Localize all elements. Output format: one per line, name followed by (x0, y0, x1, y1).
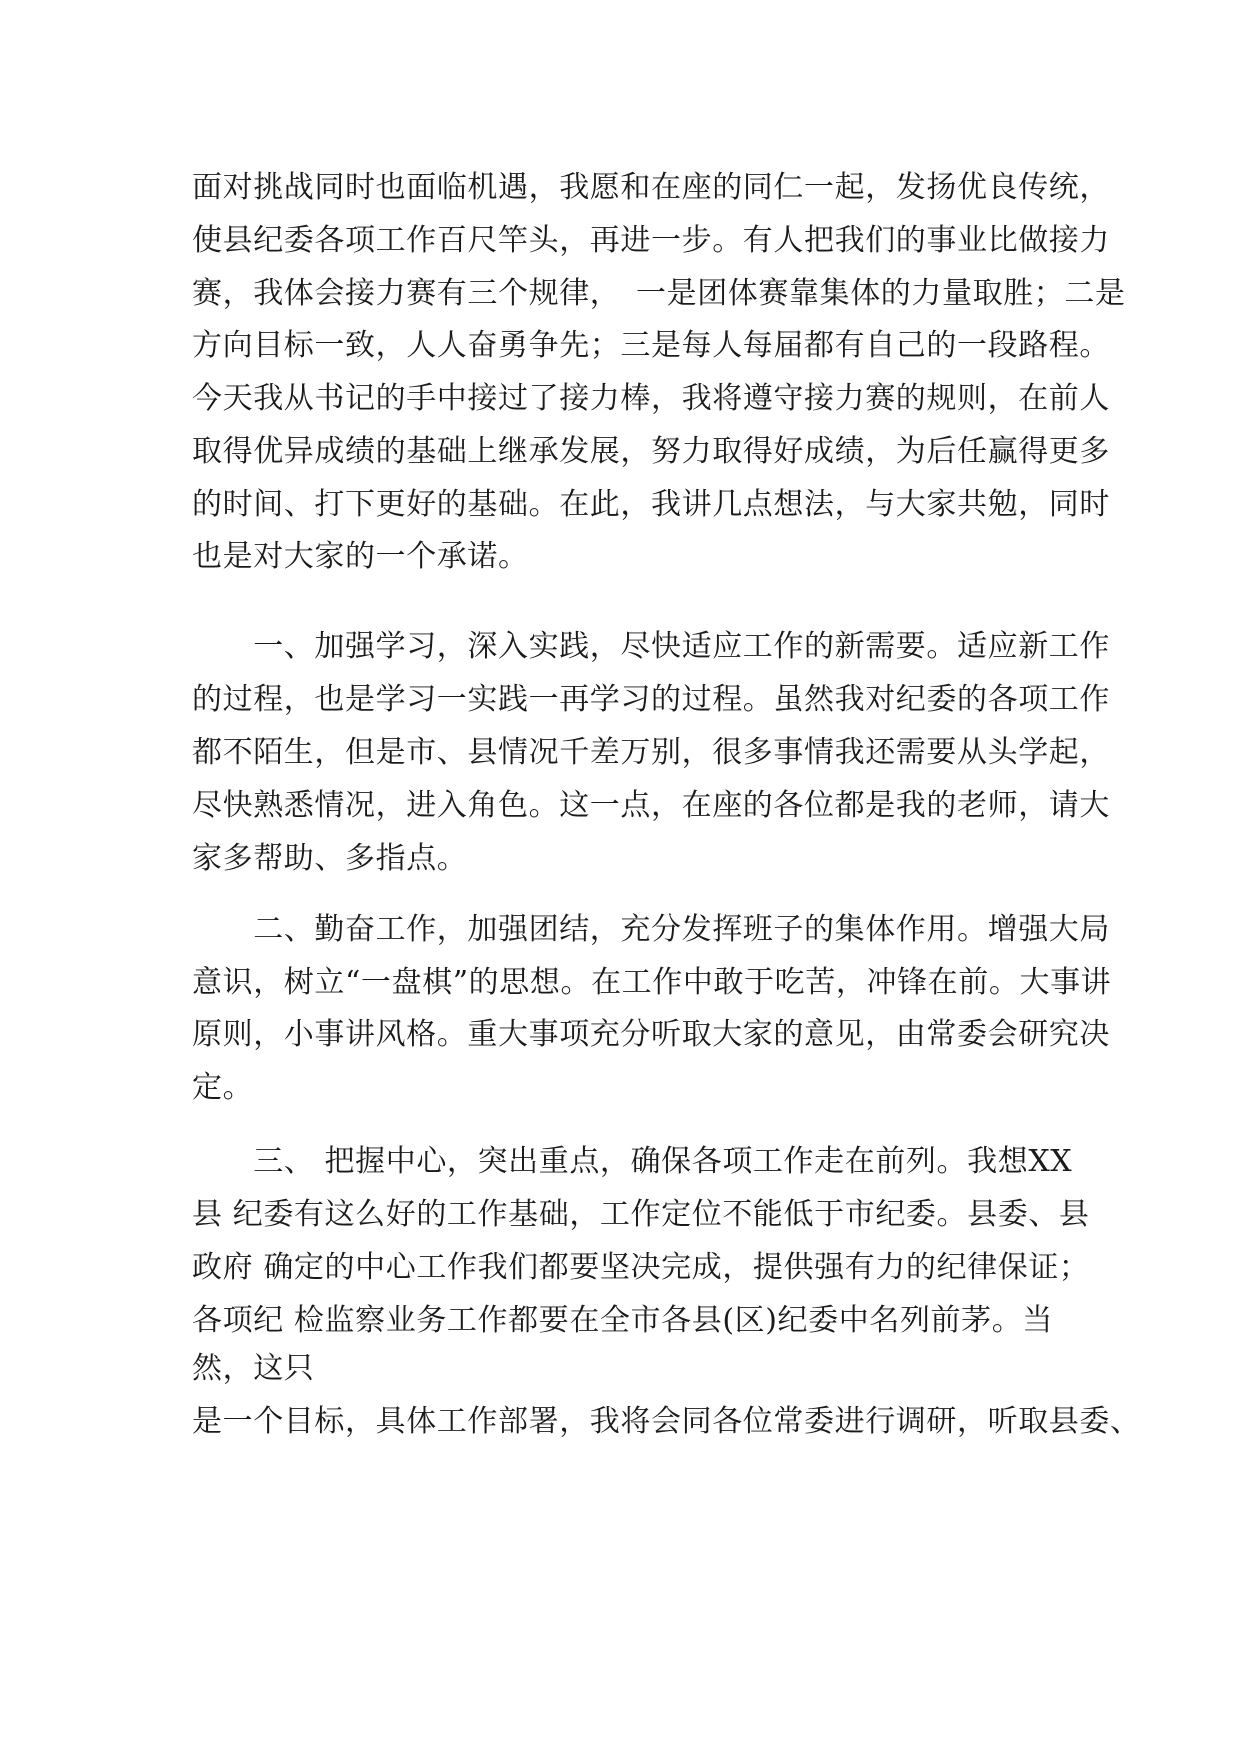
text-line: 县 纪委有这么好的工作基础，工作定位不能低于市纪委。县委、县 (192, 1197, 1090, 1232)
text-line: 面对挑战同时也面临机遇，我愿和在座的同仁一起，发扬优良传统， (192, 170, 1110, 205)
text-line: 都不陌生，但是市、县情况千差万别，很多事情我还需要从头学起， (192, 735, 1110, 770)
text-line: 取得优异成绩的基础上继承发展，努力取得好成绩，为后任赢得更多 (192, 434, 1110, 469)
text-line: 尽快熟悉情况，进入角色。这一点，在座的各位都是我的老师，请大 (192, 788, 1110, 823)
text-line: 使县纪委各项工作百尺竿头，再进一步。有人把我们的事业比做接力 (192, 223, 1110, 258)
text-line: 赛，我体会接力赛有三个规律， 一是团体赛靠集体的力量取胜；二是 (192, 276, 1126, 311)
text-line: 三、 把握中心，突出重点，确保各项工作走在前列。我想XX (192, 1144, 1073, 1179)
text-line: 政府 确定的中心工作我们都要坚决完成，提供强有力的纪律保证； (192, 1250, 1090, 1285)
text-line: 意识，树立“一盘棋”的思想。在工作中敢于吃苦，冲锋在前。大事讲 (192, 965, 1112, 1000)
text-line: 的过程，也是学习一实践一再学习的过程。虽然我对纪委的各项工作 (192, 682, 1110, 717)
text-line: 然，这只 (192, 1351, 315, 1386)
text-line: 方向目标一致，人人奋勇争先；三是每人每届都有自己的一段路程。 (192, 328, 1110, 363)
text-line: 一、加强学习，深入实践，尽快适应工作的新需要。适应新工作 (192, 629, 1110, 664)
text-line: 家多帮助、多指点。 (192, 841, 468, 876)
text-line: 定。 (192, 1070, 254, 1105)
text-line: 二、勤奋工作，加强团结，充分发挥班子的集体作用。增强大局 (192, 912, 1110, 947)
text-line: 今天我从书记的手中接过了接力棒，我将遵守接力赛的规则，在前人 (192, 381, 1110, 416)
text-line: 各项纪 检监察业务工作都要在全市各县(区)纪委中名列前茅。当 (192, 1303, 1053, 1338)
text-line: 的时间、打下更好的基础。在此，我讲几点想法，与大家共勉，同时 (192, 487, 1110, 522)
text-line: 是一个目标，具体工作部署，我将会同各位常委进行调研，听取县委、 (192, 1404, 1141, 1439)
text-line: 原则，小事讲风格。重大事项充分听取大家的意见，由常委会研究决 (192, 1017, 1110, 1052)
text-line: 也是对大家的一个承诺。 (192, 539, 529, 574)
